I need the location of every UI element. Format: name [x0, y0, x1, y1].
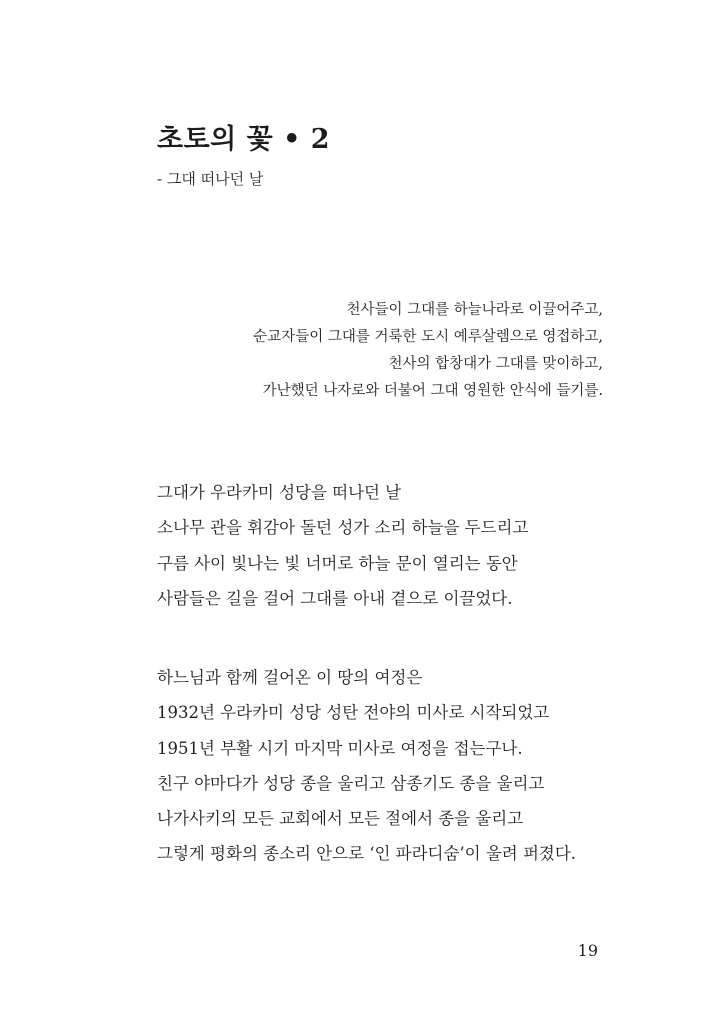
- verse-line: 1951년 부활 시기 마지막 미사로 여정을 접는구나.: [157, 738, 523, 758]
- epigraph-line: 순교자들이 그대를 거룩한 도시 예루살렘으로 영접하고,: [253, 329, 603, 345]
- epigraph-line: 천사들이 그대를 하늘나라로 이끌어주고,: [346, 302, 603, 318]
- epigraph-line: 천사의 합창대가 그대를 맞이하고,: [388, 356, 603, 372]
- verse-line: 소나무 관을 휘감아 돌던 성가 소리 하늘을 두드리고: [157, 518, 529, 538]
- verse-line: 1932년 우라카미 성당 성탄 전야의 미사로 시작되었고: [157, 703, 550, 723]
- verse-line: 사람들은 길을 걸어 그대를 아내 곁으로 이끌었다.: [157, 588, 513, 608]
- verse-line: 그렇게 평화의 종소리 안으로 ‘인 파라디숨’이 울려 퍼졌다.: [157, 844, 577, 864]
- stanza-2: [157, 660, 576, 872]
- stanza-1: [157, 475, 528, 616]
- verse-line: 나가사키의 모든 교회에서 모든 절에서 종을 울리고: [157, 809, 524, 829]
- page-number: 19: [577, 941, 598, 960]
- verse-line: 구름 사이 빛나는 빛 너머로 하늘 문이 열리는 동안: [157, 553, 518, 573]
- verse-line: 하느님과 함께 걸어온 이 땅의 여정은: [157, 668, 423, 687]
- verse-line: 친구 야마다가 성당 종을 울리고 삼종기도 종을 울리고: [157, 773, 545, 793]
- poem-subtitle: - 그대 떠나던 날: [157, 170, 264, 188]
- poem-title: 초토의 꽃 • 2: [157, 124, 331, 155]
- epigraph-line: 가난했던 나자로와 더불어 그대 영원한 안식에 들기를.: [262, 383, 603, 399]
- epigraph: [253, 297, 603, 405]
- verse-line: 그대가 우라카미 성당을 떠나던 날: [157, 483, 402, 502]
